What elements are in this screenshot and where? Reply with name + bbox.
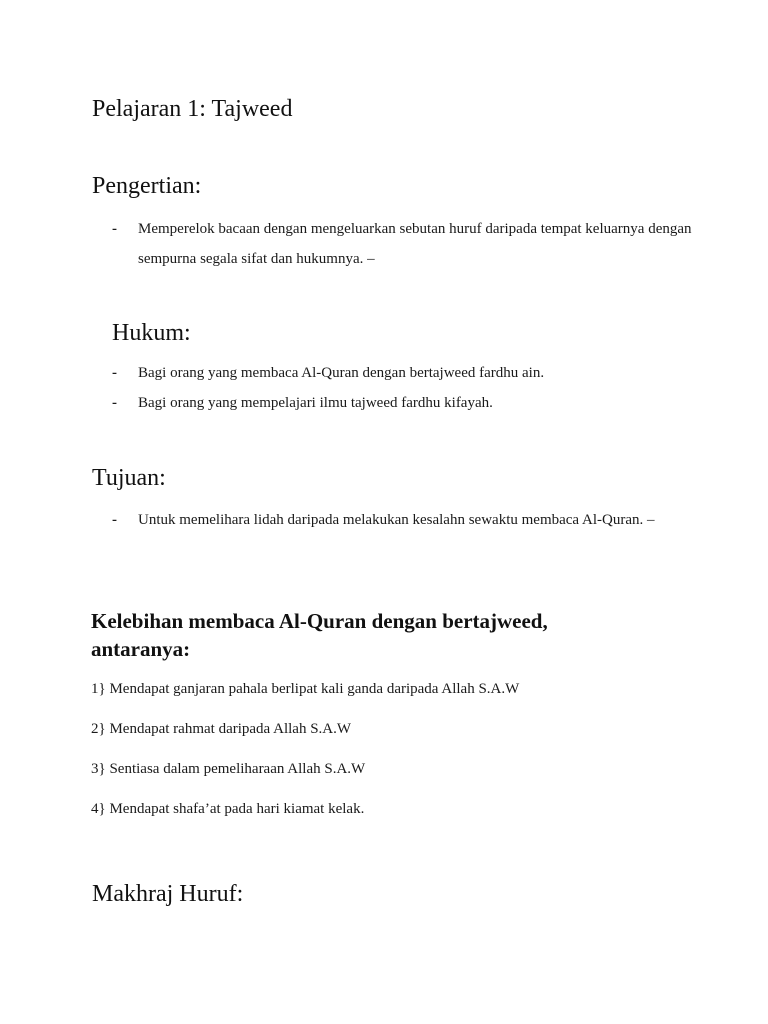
- lesson-title: Pelajaran 1: Tajweed: [92, 96, 293, 122]
- kelebihan-list: [91, 676, 691, 836]
- pengertian-list: [112, 214, 692, 274]
- hukum-heading: Hukum:: [112, 320, 191, 346]
- list-item: [112, 505, 692, 535]
- tujuan-heading: Tujuan:: [92, 465, 166, 491]
- kelebihan-heading: Kelebihan membaca Al-Quran dengan bertajweed, antaranya:: [91, 609, 548, 661]
- list-item: [112, 360, 692, 386]
- makhraj-heading: Makhraj Huruf:: [92, 881, 244, 907]
- bullet-dash: -: [112, 221, 117, 237]
- list-item: 4} Mendapat shafa’at pada hari kiamat kelak.: [91, 801, 365, 817]
- tujuan-list: [112, 505, 692, 535]
- hukum-text-2: Bagi orang yang mempelajari ilmu tajweed fardhu kifayah.: [138, 395, 493, 411]
- list-item: [112, 390, 692, 416]
- bullet-dash: -: [112, 365, 117, 381]
- list-item: [112, 214, 692, 274]
- bullet-dash: -: [112, 395, 117, 411]
- pengertian-text: Memperelok bacaan dengan mengeluarkan sebutan huruf daripada tempat keluarnya dengan sempurna segala sifat dan hukumnya. –: [138, 221, 692, 267]
- list-item: 1} Mendapat ganjaran pahala berlipat kali ganda daripada Allah S.A.W: [91, 681, 520, 697]
- pengertian-heading: Pengertian:: [92, 173, 202, 199]
- list-item: 3} Sentiasa dalam pemeliharaan Allah S.A.W: [91, 761, 366, 777]
- tujuan-text: Untuk memelihara lidah daripada melakukan kesalahn sewaktu membaca Al-Quran. –: [138, 512, 655, 528]
- bullet-dash: -: [112, 512, 117, 528]
- hukum-text-1: Bagi orang yang membaca Al-Quran dengan bertajweed fardhu ain.: [138, 365, 545, 381]
- list-item: 2} Mendapat rahmat daripada Allah S.A.W: [91, 721, 352, 737]
- hukum-list: [112, 360, 692, 420]
